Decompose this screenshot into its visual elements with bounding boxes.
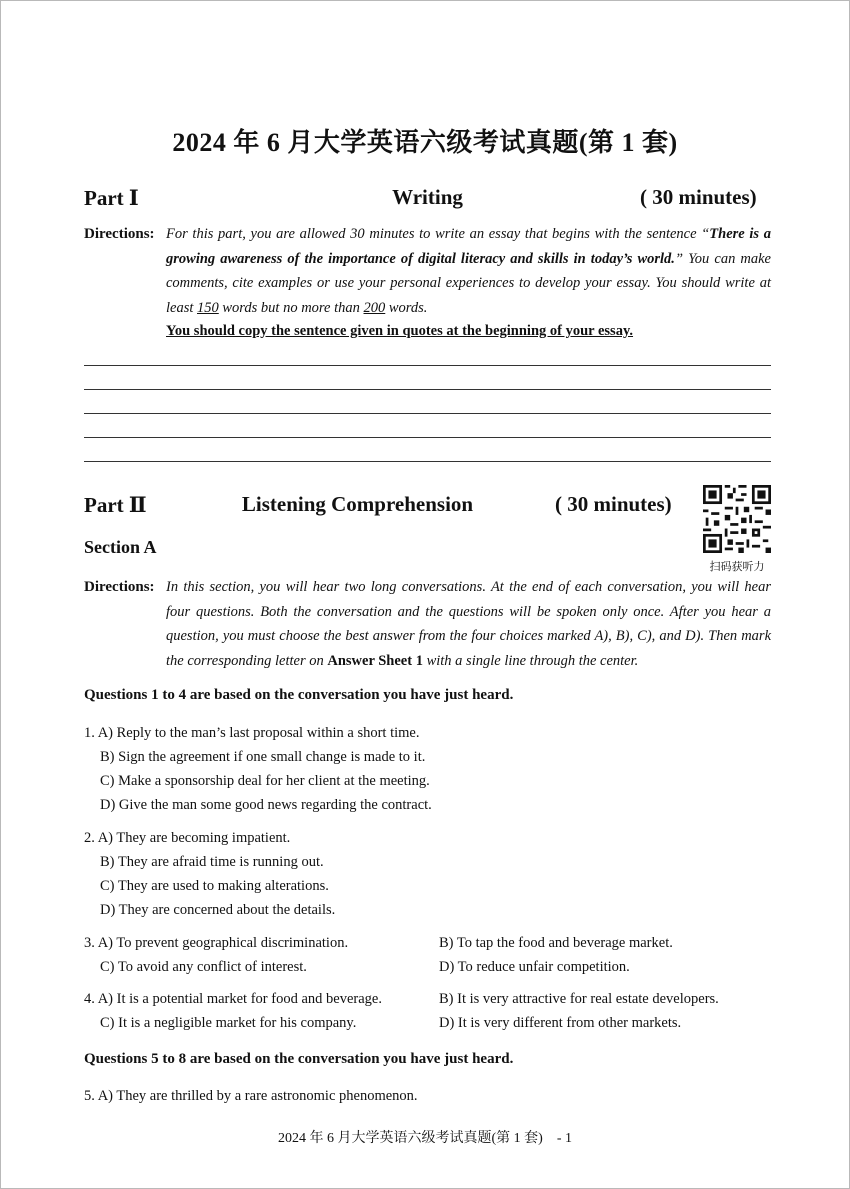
option-b[interactable]: B) It is very attractive for real estate developers.: [439, 991, 719, 1007]
page-title: 2024 年 6 月大学英语六级考试真题(第 1 套): [172, 128, 678, 157]
part2-directions-label: Directions:: [84, 579, 155, 595]
directions-text: words but no more than: [218, 299, 364, 316]
part1-directions-label: Directions:: [84, 226, 155, 242]
directions-text: words.: [385, 299, 428, 316]
option-c[interactable]: C) They are used to making alterations.: [100, 878, 329, 894]
part1-name: Writing: [392, 185, 463, 209]
option-a[interactable]: A) Reply to the man’s last proposal within a short time.: [97, 725, 420, 741]
question-number: 3.: [84, 935, 98, 951]
page-footer: 2024 年 6 月大学英语六级考试真题(第 1 套) - 1: [278, 1131, 572, 1146]
min-words: 150: [197, 299, 219, 316]
directions-text: with a single line through the center.: [422, 652, 639, 669]
part2-directions: [166, 575, 771, 673]
option-b[interactable]: B) To tap the food and beverage market.: [439, 935, 673, 951]
part1-directions: [166, 222, 771, 320]
question-4: [84, 987, 382, 1011]
option-d[interactable]: D) They are concerned about the details.: [100, 902, 336, 918]
option-d[interactable]: D) Give the man some good news regarding the contract.: [100, 797, 432, 813]
question-3: [84, 931, 348, 955]
option-c[interactable]: C) To avoid any conflict of interest.: [100, 959, 307, 975]
writing-line[interactable]: [84, 461, 771, 462]
writing-line[interactable]: [84, 413, 771, 414]
option-b[interactable]: B) They are afraid time is running out.: [100, 854, 324, 870]
qr-caption: 扫码获听力: [709, 560, 765, 573]
directions-text: For this part, you are allowed 30 minutes to write an essay that begins with the sentence “: [166, 226, 710, 242]
writing-line[interactable]: [84, 365, 771, 366]
writing-line[interactable]: [84, 437, 771, 438]
directions-text: In this section, you will hear two long conversations. At the end of each conversation, you will hear four questions. Both the conversation and the questions will be spoken only once. After you hear a question, you must choose the best answer from the four choices marked A), B), C), and D). Then mark the corresponding letter on: [166, 579, 771, 669]
question-5: [84, 1084, 418, 1108]
option-a[interactable]: A) They are becoming impatient.: [97, 830, 291, 846]
option-a[interactable]: A) To prevent geographical discrimination.: [97, 935, 349, 951]
question-number: 2.: [84, 830, 98, 846]
option-d[interactable]: D) It is very different from other markets.: [439, 1015, 682, 1031]
option-a[interactable]: A) They are thrilled by a rare astronomic phenomenon.: [97, 1088, 418, 1104]
question-2: [84, 826, 290, 850]
part2-name: Listening Comprehension: [241, 492, 474, 516]
option-b[interactable]: B) Sign the agreement if one small change is made to it.: [100, 749, 426, 765]
part2-label: Part Ⅱ: [84, 493, 147, 517]
copy-instruction: You should copy the sentence given in quotes at the beginning of your essay.: [166, 323, 634, 339]
question-number: 4.: [84, 991, 98, 1007]
part2-time: ( 30 minutes): [555, 492, 672, 516]
answer-sheet-ref: Answer Sheet 1: [327, 652, 423, 669]
writing-line[interactable]: [84, 389, 771, 390]
question-group-heading: Questions 1 to 4 are based on the conversation you have just heard.: [84, 687, 514, 703]
part1-label: Part Ⅰ: [84, 186, 139, 210]
question-number: 1.: [84, 725, 98, 741]
question-1: [84, 721, 419, 745]
directions-text: ” You can make comments, cite examples or use your personal experiences to develop your essay. You should write at least: [166, 250, 771, 316]
option-c[interactable]: C) It is a negligible market for his company.: [100, 1015, 357, 1031]
qr-code-icon[interactable]: [703, 485, 771, 553]
max-words: 200: [363, 299, 386, 316]
option-a[interactable]: A) It is a potential market for food and beverage.: [97, 991, 382, 1007]
section-title: Section A: [84, 537, 157, 557]
part1-time: ( 30 minutes): [640, 185, 757, 209]
question-number: 5.: [84, 1088, 98, 1104]
option-c[interactable]: C) Make a sponsorship deal for her client at the meeting.: [100, 773, 430, 789]
essay-opening-sentence: There is a growing awareness of the importance of digital literacy and skills in today’s world.: [166, 226, 772, 267]
question-group-heading: Questions 5 to 8 are based on the conversation you have just heard.: [84, 1051, 514, 1067]
option-d[interactable]: D) To reduce unfair competition.: [439, 959, 630, 975]
